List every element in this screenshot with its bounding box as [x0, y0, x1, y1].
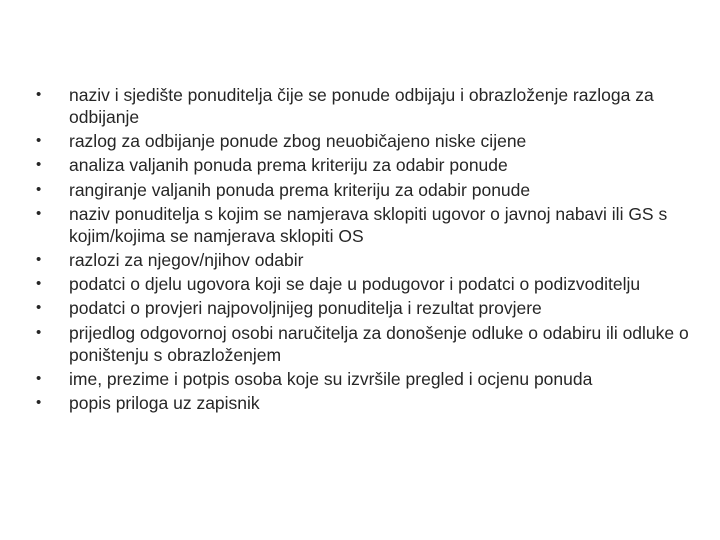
bullet-icon: •: [36, 204, 42, 222]
list-item-text: razlozi za njegov/njihov odabir: [69, 249, 304, 270]
list-item-text: podatci o provjeri najpovoljnijeg ponuditelja i rezultat provjere: [69, 298, 542, 319]
list-item-text: popis priloga uz zapisnik: [69, 392, 260, 413]
list-item: [36, 179, 696, 201]
bullet-icon: •: [36, 86, 42, 103]
list-item: [36, 130, 696, 152]
bullet-icon: •: [36, 393, 42, 411]
list-item-text: naziv ponuditelja s kojim se namjerava sklopiti ugovor o javnoj nabavi ili GS s kojim/kojima se namjerava sklopiti OS: [69, 203, 668, 246]
bullet-list: [36, 84, 696, 416]
list-item-text: podatci o djelu ugovora koji se daje u podugovor i podatci o podizvoditelju: [69, 274, 641, 295]
bullet-icon: •: [36, 323, 42, 341]
bullet-icon: •: [36, 275, 42, 293]
list-item: [36, 273, 696, 295]
bullet-icon: •: [36, 156, 42, 174]
list-item-text: analiza valjanih ponuda prema kriteriju za odabir ponude: [69, 155, 508, 176]
list-item: [36, 84, 696, 128]
list-item: [36, 322, 696, 366]
list-item: [36, 154, 696, 176]
list-item: [36, 368, 696, 390]
list-item-text: razlog za odbijanje ponude zbog neuobičajeno niske cijene: [69, 131, 527, 152]
list-item-text: naziv i sjedište ponuditelja čije se ponude odbijaju i obrazloženje razloga za odbijanje: [69, 85, 654, 127]
bullet-icon: •: [36, 180, 42, 198]
bullet-icon: •: [36, 299, 42, 317]
list-item-text: ime, prezime i potpis osoba koje su izvršile pregled i ocjenu ponuda: [69, 368, 593, 389]
list-item: [36, 249, 696, 271]
bullet-icon: •: [36, 250, 42, 268]
bullet-icon: •: [36, 132, 42, 150]
list-item: [36, 392, 696, 414]
list-item: [36, 203, 696, 247]
list-item: [36, 297, 696, 319]
bullet-icon: •: [36, 369, 42, 387]
list-item-text: prijedlog odgovornoj osobi naručitelja za donošenje odluke o odabiru ili odluke o poništenju s obrazloženjem: [69, 322, 689, 365]
list-item-text: rangiranje valjanih ponuda prema kriteriju za odabir ponude: [69, 179, 531, 200]
